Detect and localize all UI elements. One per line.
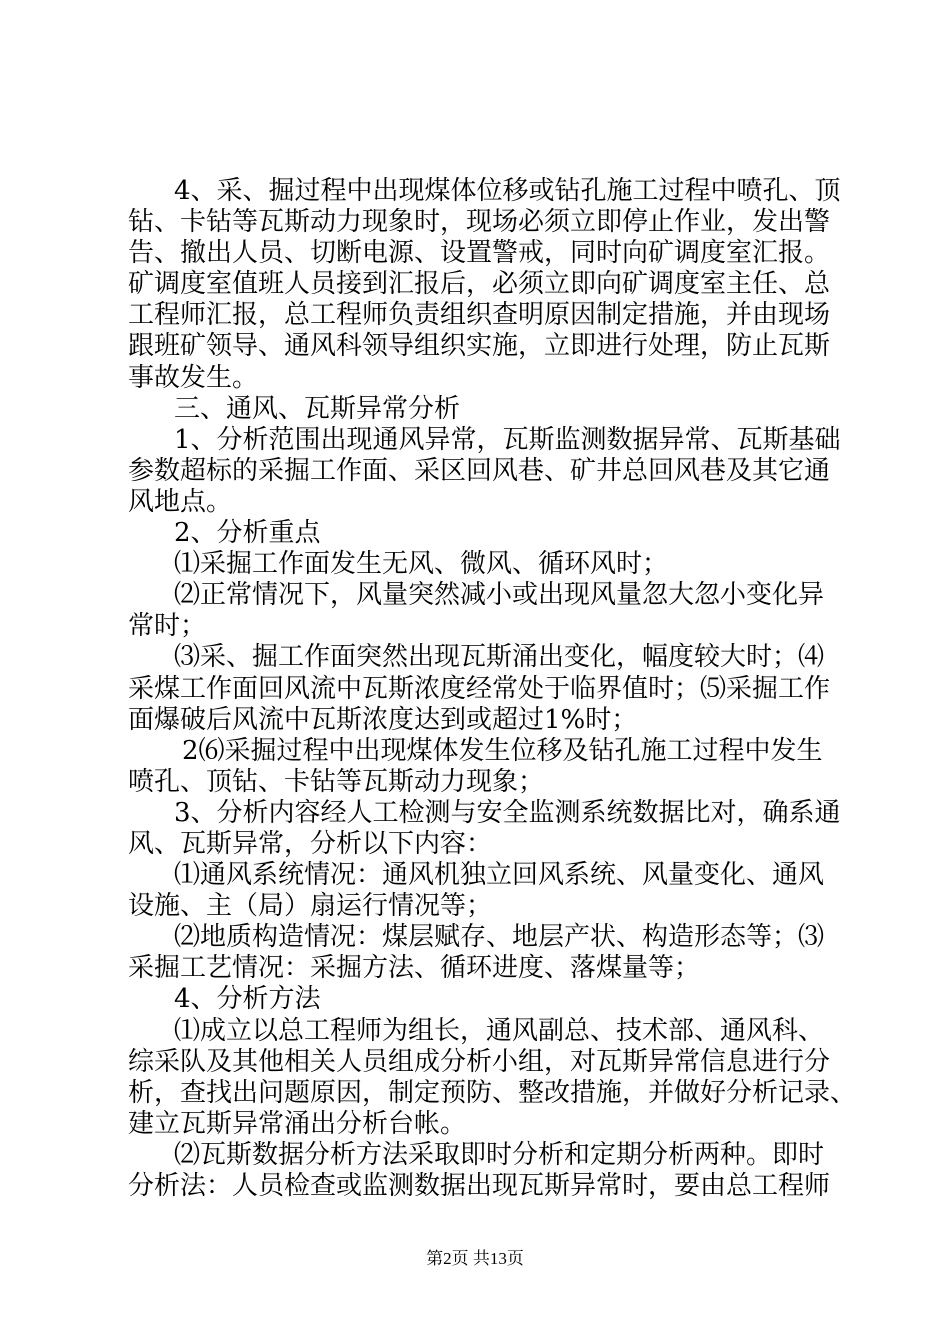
text-line: 参数超标的采掘工作面、采区回风巷、矿井总回风巷及其它通: [128, 455, 831, 486]
text-line: 2、分析重点: [174, 518, 321, 549]
text-line: 三、通风、瓦斯异常分析: [174, 393, 461, 424]
text-line: 采煤工作面回风流中瓦斯浓度经常处于临界值时；⑸采掘工作: [128, 673, 831, 704]
text-line: 跟班矿领导、通风科领导组织实施，立即进行处理，防止瓦斯: [128, 331, 831, 362]
text-line: 3、分析内容经人工检测与安全监测系统数据比对，确系通: [174, 797, 841, 828]
text-line: ⑵正常情况下，风量突然减小或出现风量忽大忽小变化异: [174, 580, 825, 611]
text-line: 2⑹采掘过程中出现煤体发生位移及钻孔施工过程中发生: [182, 735, 823, 766]
text-line: 4、分析方法: [174, 984, 321, 1015]
text-line: 告、撤出人员、切断电源、设置警戒，同时向矿调度室汇报。: [128, 238, 831, 269]
page-footer: 第2页 共13页: [426, 1249, 524, 1268]
text-line: 析，查找出问题原因，制定预防、整改措施，并做好分析记录、: [128, 1077, 857, 1108]
text-line: ⑴采掘工作面发生无风、微风、循环风时；: [174, 549, 669, 580]
text-line: ⑵瓦斯数据分析方法采取即时分析和定期分析两种。即时: [174, 1139, 825, 1170]
text-line: 分析法：人员检查或监测数据出现瓦斯异常时，要由总工程师: [128, 1171, 831, 1201]
text-line: 面爆破后风流中瓦斯浓度达到或超过1%时；: [128, 704, 638, 735]
text-line: 矿调度室值班人员接到汇报后，必须立即向矿调度室主任、总: [128, 269, 831, 300]
text-line: ⑶采、掘工作面突然出现瓦斯涌出变化，幅度较大时；⑷: [174, 642, 825, 673]
text-line: 风地点。: [128, 486, 233, 517]
text-line: 采掘工艺情况：采掘方法、循环进度、落煤量等；: [128, 953, 701, 984]
text-line: 1、分析范围出现通风异常，瓦斯监测数据异常、瓦斯基础: [174, 424, 841, 455]
text-line: 4、采、掘过程中出现煤体位移或钻孔施工过程中喷孔、顶: [174, 176, 841, 206]
document-body: [128, 176, 857, 1202]
text-line: 建立瓦斯异常涌出分析台帐。: [128, 1108, 467, 1139]
text-line: 综采队及其他相关人员组成分析小组，对瓦斯异常信息进行分: [128, 1046, 831, 1077]
text-line: 喷孔、顶钻、卡钻等瓦斯动力现象；: [128, 766, 545, 797]
text-line: 事故发生。: [128, 362, 259, 393]
text-line: ⑵地质构造情况：煤层赋存、地层产状、构造形态等；⑶: [174, 922, 825, 953]
text-line: 工程师汇报，总工程师负责组织查明原因制定措施，并由现场: [128, 300, 831, 331]
text-line: ⑴通风系统情况：通风机独立回风系统、风量变化、通风: [174, 860, 825, 891]
text-line: 设施、主（局）扇运行情况等；: [128, 891, 493, 922]
text-line: 钻、卡钻等瓦斯动力现象时，现场必须立即停止作业，发出警: [128, 207, 831, 238]
text-line: ⑴成立以总工程师为组长，通风副总、技术部、通风科、: [174, 1015, 825, 1046]
text-line: 常时；: [128, 611, 207, 642]
text-line: 风、瓦斯异常，分析以下内容：: [128, 828, 493, 859]
